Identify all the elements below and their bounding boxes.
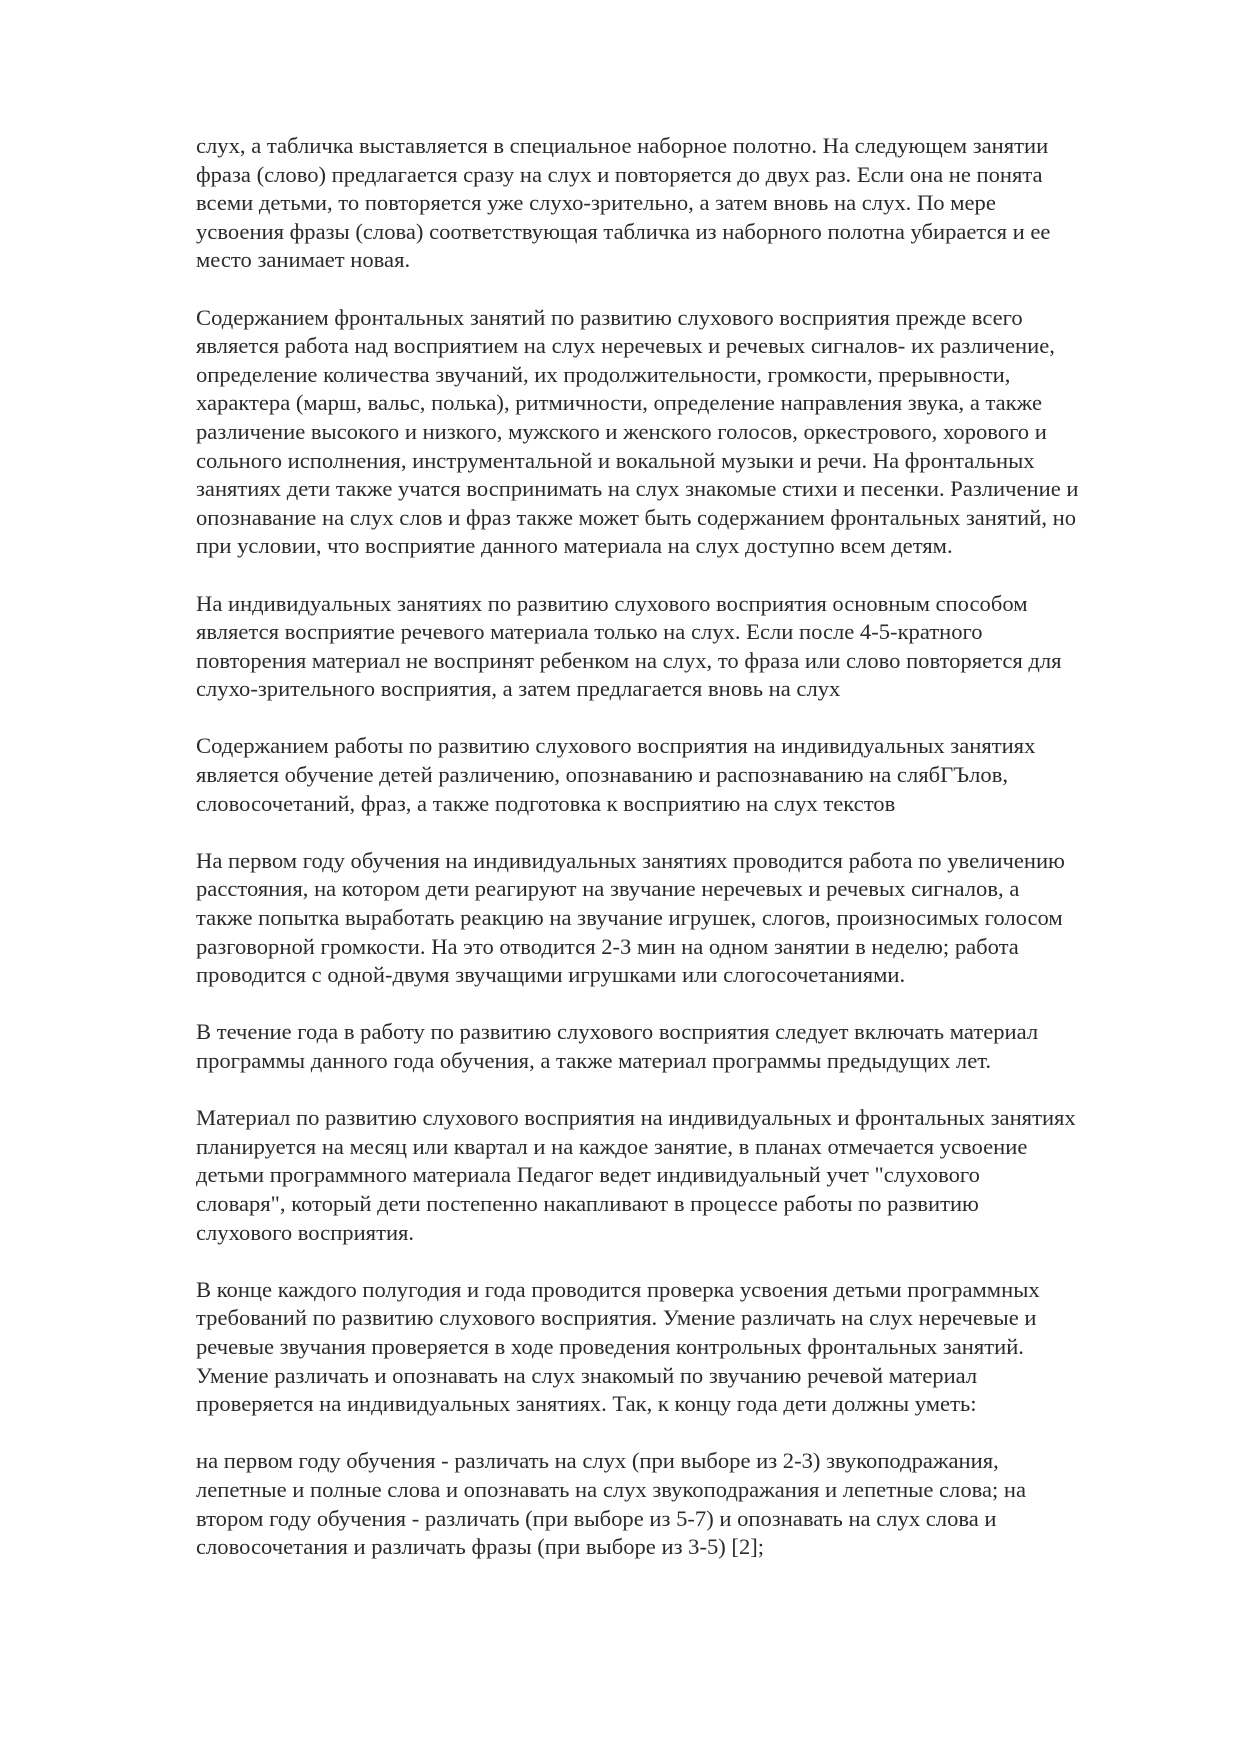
text-line: планируется на месяц или квартал и на каждое занятие, в планах отмечается усвоение (196, 1133, 1028, 1159)
text-line: В течение года в работу по развитию слухового восприятия следует включать материал (196, 1019, 1039, 1045)
text-line: также попытка выработать реакцию на звучание игрушек, слогов, произносимых голосом (196, 905, 1063, 931)
text-line: место занимает новая. (196, 247, 411, 273)
text-line: На первом году обучения на индивидуальных занятиях проводится работа по увеличению (196, 847, 1065, 873)
text-line: занятиях дети также учатся воспринимать на слух знакомые стихи и песенки. Различение и (196, 476, 1079, 502)
text-line: лепетные и полные слова и опознавать на слух звукоподражания и лепетные слова; на (196, 1476, 1027, 1502)
text-line: определение количества звучаний, их продолжительности, громкости, прерывности, (196, 361, 1011, 387)
text-line: расстояния, на котором дети реагируют на звучание неречевых и речевых сигналов, а (196, 876, 1020, 902)
paragraph-9 (196, 1447, 1196, 1561)
text-line: слух, а табличка выставляется в специальное наборное полотно. На следующем занятии (196, 133, 1049, 158)
text-line: является работа над восприятием на слух неречевых и речевых сигналов- их различение, (196, 333, 1055, 359)
text-line: является обучение детей различению, опознаванию и распознаванию на слябГЪлов, (196, 762, 1009, 788)
text-line: характера (марш, вальс, полька), ритмичности, определение направления звука, а также (196, 390, 1042, 416)
text-line: проверяется на индивидуальных занятиях. Так, к концу года дети должны уметь: (196, 1391, 977, 1417)
text-line: втором году обучения - различать (при выборе из 5-7) и опознавать на слух слова и (196, 1505, 997, 1531)
text-line: на первом году обучения - различать на слух (при выборе из 2-3) звукоподражания, (196, 1448, 999, 1474)
text-line: слухо-зрительного восприятия, а затем предлагается вновь на слух (196, 676, 841, 702)
text-line: усвоения фразы (слова) соответствующая табличка из наборного полотна убирается и ее (196, 218, 1051, 244)
text-line: Содержанием фронтальных занятий по развитию слухового восприятия прежде всего (196, 304, 1023, 330)
paragraph-6 (196, 1018, 1196, 1075)
text-line: детьми программного материала Педагог ведет индивидуальный учет "слухового (196, 1162, 980, 1188)
paragraph-2 (196, 304, 1196, 561)
text-line: Содержанием работы по развитию слухового восприятия на индивидуальных занятиях (196, 733, 1036, 759)
text-line: опознавание на слух слов и фраз также может быть содержанием фронтальных занятий, но (196, 504, 1076, 530)
text-line: На индивидуальных занятиях по развитию слухового восприятия основным способом (196, 590, 1028, 616)
paragraph-4 (196, 732, 1196, 818)
text-line: всеми детьми, то повторяется уже слухо-зрительно, а затем вновь на слух. По мере (196, 190, 996, 216)
text-line: является восприятие речевого материала только на слух. Если после 4-5-кратного (196, 619, 983, 645)
text-line: сольного исполнения, инструментальной и вокальной музыки и речи. На фронтальных (196, 447, 1035, 473)
text-line: проводится с одной-двумя звучащими игрушками или слогосочетаниями. (196, 962, 906, 988)
text-line: словаря", который дети постепенно накапливают в процессе работы по развитию (196, 1190, 979, 1216)
paragraph-1 (196, 132, 1196, 275)
text-line: В конце каждого полугодия и года проводится проверка усвоения детьми программных (196, 1276, 1040, 1302)
text-line: повторения материал не воспринят ребенком на слух, то фраза или слово повторяется для (196, 647, 1062, 673)
paragraph-7 (196, 1104, 1196, 1247)
text-line: Материал по развитию слухового восприятия на индивидуальных и фронтальных занятиях (196, 1105, 1076, 1131)
text-line: требований по развитию слухового восприятия. Умение различать на слух неречевые и (196, 1305, 1037, 1331)
text-line: при условии, что восприятие данного материала на слух доступно всем детям. (196, 533, 953, 559)
paragraph-5 (196, 847, 1196, 990)
paragraph-8 (196, 1276, 1196, 1419)
document-body (196, 132, 1196, 1590)
text-line: речевые звучания проверяется в ходе проведения контрольных фронтальных занятий. (196, 1333, 1024, 1359)
paragraph-3 (196, 590, 1196, 704)
text-line: словосочетаний, фраз, а также подготовка к восприятию на слух текстов (196, 790, 896, 816)
text-line: программы данного года обучения, а также материал программы предыдущих лет. (196, 1048, 992, 1073)
text-line: разговорной громкости. На это отводится 2-3 мин на одном занятии в неделю; работа (196, 933, 1019, 959)
text-line: различение высокого и низкого, мужского и женского голосов, оркестрового, хорового и (196, 418, 1047, 444)
text-line: слухового восприятия. (196, 1219, 415, 1245)
text-line: Умение различать и опознавать на слух знакомый по звучанию речевой материал (196, 1362, 978, 1388)
text-line: словосочетания и различать фразы (при выборе из 3-5) [2]; (196, 1534, 765, 1560)
text-line: фраза (слово) предлагается сразу на слух и повторяется до двух раз. Если она не понята (196, 161, 1043, 187)
